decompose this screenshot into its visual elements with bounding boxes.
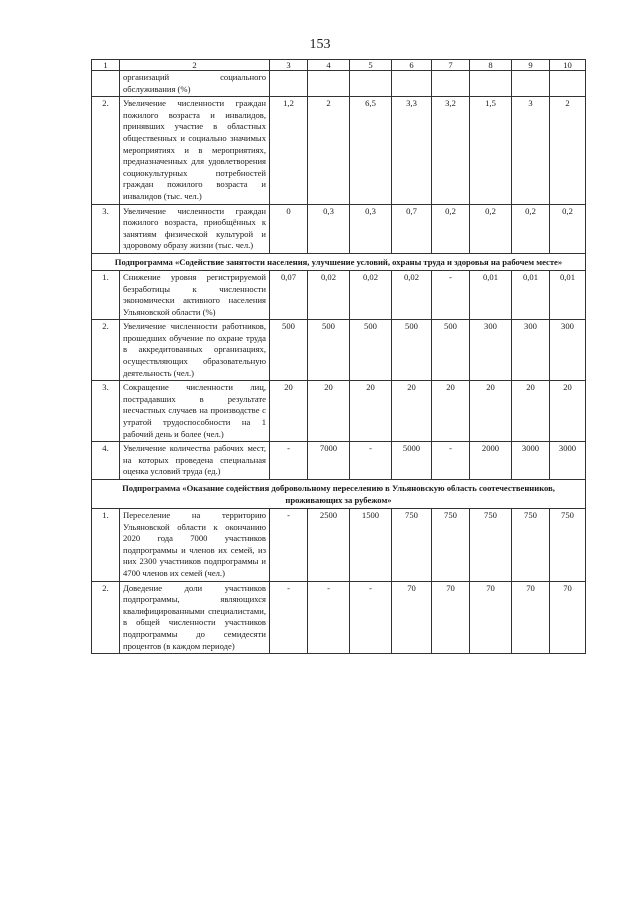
column-header: 8 bbox=[470, 60, 512, 71]
indicator-value: 0,3 bbox=[350, 204, 392, 253]
indicator-value: 300 bbox=[550, 320, 586, 381]
indicator-value bbox=[308, 71, 350, 97]
indicator-value: 20 bbox=[270, 381, 308, 442]
indicator-value: 0,2 bbox=[512, 204, 550, 253]
indicator-value: 750 bbox=[512, 509, 550, 582]
indicator-value: 0,2 bbox=[432, 204, 470, 253]
indicator-name: Сокращение численности лиц, пострадавших в результате несчастных случаев на производстве с утратой трудоспособности на 1 рабочий день и более (чел.) bbox=[120, 381, 270, 442]
indicator-value: 0,02 bbox=[350, 270, 392, 319]
indicator-value: 70 bbox=[470, 581, 512, 654]
indicator-value: 70 bbox=[432, 581, 470, 654]
subprogram-header-row bbox=[92, 480, 586, 509]
table-row bbox=[92, 509, 586, 582]
indicator-value: 0,01 bbox=[550, 270, 586, 319]
row-number: 2. bbox=[92, 97, 120, 204]
indicator-value: 2 bbox=[550, 97, 586, 204]
indicator-value: 0,2 bbox=[550, 204, 586, 253]
column-header: 1 bbox=[92, 60, 120, 71]
indicator-value bbox=[550, 71, 586, 97]
indicator-value bbox=[432, 71, 470, 97]
table-row bbox=[92, 320, 586, 381]
indicator-value: 1,2 bbox=[270, 97, 308, 204]
indicator-value: 20 bbox=[512, 381, 550, 442]
indicator-value: - bbox=[350, 581, 392, 654]
indicator-value: 6,5 bbox=[350, 97, 392, 204]
indicator-value: 3000 bbox=[512, 442, 550, 480]
column-header: 3 bbox=[270, 60, 308, 71]
indicator-value: 750 bbox=[550, 509, 586, 582]
indicator-value bbox=[470, 71, 512, 97]
row-number: 2. bbox=[92, 320, 120, 381]
indicator-value: - bbox=[432, 270, 470, 319]
indicator-value: 5000 bbox=[392, 442, 432, 480]
indicator-value: 0,02 bbox=[308, 270, 350, 319]
indicator-value bbox=[350, 71, 392, 97]
column-header: 10 bbox=[550, 60, 586, 71]
indicator-value: 750 bbox=[432, 509, 470, 582]
indicator-value: 3,2 bbox=[432, 97, 470, 204]
indicator-value bbox=[392, 71, 432, 97]
indicator-value: 0,7 bbox=[392, 204, 432, 253]
indicator-value: 3000 bbox=[550, 442, 586, 480]
indicator-value: 300 bbox=[470, 320, 512, 381]
indicator-name: Переселение на территорию Ульяновской области к окончанию 2020 года 7000 участников подпрограммы и членов их семей, из них 2300 участников подпрограммы и 4700 членов их семей (чел.) bbox=[120, 509, 270, 582]
indicator-value: 500 bbox=[432, 320, 470, 381]
indicator-value: 70 bbox=[512, 581, 550, 654]
indicator-name: Увеличение численности граждан пожилого возраста и инвалидов, принявших участие в областных общественных и социально значимых мероприятиях и в мероприятиях, предназначенных для удовлетворения социокультурных потребностей граждан пожилого возраста и инвалидов (тыс. чел.) bbox=[120, 97, 270, 204]
indicator-value: 500 bbox=[350, 320, 392, 381]
indicators-table bbox=[91, 59, 586, 654]
subprogram-title: Подпрограмма «Содействие занятости населения, улучшение условий, охраны труда и здоровья на рабочем месте» bbox=[92, 253, 586, 270]
indicator-value: 2 bbox=[308, 97, 350, 204]
indicator-value: 20 bbox=[470, 381, 512, 442]
page-number: 153 bbox=[309, 37, 331, 52]
indicator-value: - bbox=[308, 581, 350, 654]
indicator-value: 20 bbox=[550, 381, 586, 442]
indicator-value: 20 bbox=[392, 381, 432, 442]
indicator-value: 20 bbox=[308, 381, 350, 442]
indicator-value bbox=[270, 71, 308, 97]
indicator-name: организаций социального обслуживания (%) bbox=[120, 71, 270, 97]
indicator-value: 750 bbox=[392, 509, 432, 582]
indicator-name: Увеличение численности граждан пожилого возраста, приобщённых к занятиям физической культурой и здоровому образу жизни (тыс. чел.) bbox=[120, 204, 270, 253]
subprogram-header-row bbox=[92, 253, 586, 270]
indicator-value: 500 bbox=[392, 320, 432, 381]
row-number: 2. bbox=[92, 581, 120, 654]
indicator-value: 500 bbox=[308, 320, 350, 381]
column-header: 9 bbox=[512, 60, 550, 71]
column-header: 4 bbox=[308, 60, 350, 71]
table-row bbox=[92, 581, 586, 654]
subprogram-title: Подпрограмма «Оказание содействия добровольному переселению в Ульяновскую область соотечественников, проживающих за рубежом» bbox=[92, 480, 586, 509]
column-header: 7 bbox=[432, 60, 470, 71]
indicator-value: 70 bbox=[550, 581, 586, 654]
table-row bbox=[92, 97, 586, 204]
row-number: 3. bbox=[92, 381, 120, 442]
indicator-value bbox=[512, 71, 550, 97]
indicator-value: 2000 bbox=[470, 442, 512, 480]
column-header: 5 bbox=[350, 60, 392, 71]
indicator-value: - bbox=[270, 442, 308, 480]
column-header-row bbox=[92, 60, 586, 71]
indicator-value: 20 bbox=[432, 381, 470, 442]
indicator-value: 0,3 bbox=[308, 204, 350, 253]
table-row bbox=[92, 381, 586, 442]
indicator-value: 0,01 bbox=[512, 270, 550, 319]
table-row bbox=[92, 71, 586, 97]
indicator-name: Увеличение количества рабочих мест, на которых проведена специальная оценка условий труда (ед.) bbox=[120, 442, 270, 480]
indicator-value: 750 bbox=[470, 509, 512, 582]
indicator-value: - bbox=[270, 509, 308, 582]
row-number: 1. bbox=[92, 509, 120, 582]
row-number: 4. bbox=[92, 442, 120, 480]
indicator-name: Увеличение численности работников, прошедших обучение по охране труда в аккредитованных организациях, осуществляющих образовательную деятельность (чел.) bbox=[120, 320, 270, 381]
indicator-value: 0,07 bbox=[270, 270, 308, 319]
row-number: 1. bbox=[92, 270, 120, 319]
column-header: 6 bbox=[392, 60, 432, 71]
row-number: 3. bbox=[92, 204, 120, 253]
indicator-value: 0,01 bbox=[470, 270, 512, 319]
indicator-value: - bbox=[350, 442, 392, 480]
indicator-name: Снижение уровня регистрируемой безработицы к численности экономически активного населения Ульяновской области (%) bbox=[120, 270, 270, 319]
indicator-value: 20 bbox=[350, 381, 392, 442]
indicator-value: - bbox=[270, 581, 308, 654]
indicator-value: 0,02 bbox=[392, 270, 432, 319]
indicator-value: 2500 bbox=[308, 509, 350, 582]
table-row bbox=[92, 442, 586, 480]
row-number bbox=[92, 71, 120, 97]
indicator-name: Доведение доли участников подпрограммы, являющихся квалифицированными специалистами, в общей численности участников подпрограммы до семидесяти процентов (в каждом периоде) bbox=[120, 581, 270, 654]
indicator-value: 300 bbox=[512, 320, 550, 381]
table-row bbox=[92, 270, 586, 319]
indicator-value: 0 bbox=[270, 204, 308, 253]
column-header: 2 bbox=[120, 60, 270, 71]
indicator-value: 1,5 bbox=[470, 97, 512, 204]
table-row bbox=[92, 204, 586, 253]
indicator-value: 7000 bbox=[308, 442, 350, 480]
indicator-value: - bbox=[432, 442, 470, 480]
indicator-value: 3 bbox=[512, 97, 550, 204]
indicator-value: 500 bbox=[270, 320, 308, 381]
indicator-value: 3,3 bbox=[392, 97, 432, 204]
indicator-value: 0,2 bbox=[470, 204, 512, 253]
indicator-value: 70 bbox=[392, 581, 432, 654]
indicator-value: 1500 bbox=[350, 509, 392, 582]
